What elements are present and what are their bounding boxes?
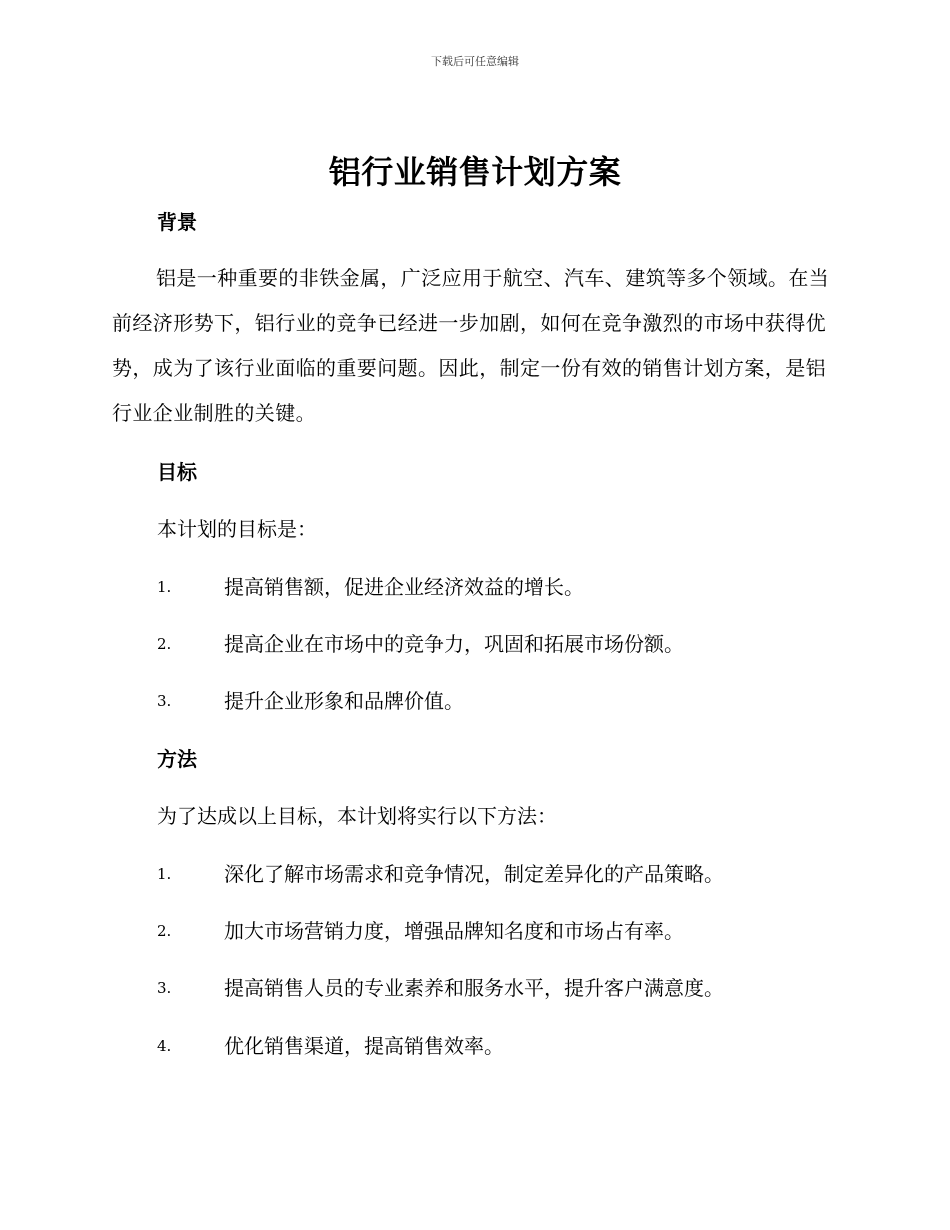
list-item-text: 提高销售人员的专业素养和服务水平，提升客户满意度。: [224, 976, 724, 1000]
list-item-text: 提高企业在市场中的竞争力，巩固和拓展市场份额。: [224, 632, 684, 656]
list-item-text: 优化销售渠道，提高销售效率。: [224, 1034, 504, 1058]
list-item-text: 提高销售额，促进企业经济效益的增长。: [224, 575, 584, 599]
list-item-text: 提升企业形象和品牌价值。: [224, 689, 464, 713]
methods-intro: 为了达成以上目标，本计划将实行以下方法：: [157, 804, 557, 828]
list-item-number: 3.: [157, 692, 172, 710]
page-header-note: 下载后可任意编辑: [431, 55, 519, 68]
goals-list-item: [157, 630, 857, 658]
methods-list-item: [157, 974, 857, 1002]
list-item-number: 2.: [157, 635, 172, 653]
list-item-number: 1.: [157, 578, 172, 596]
list-item-number: 1.: [157, 865, 172, 883]
goals-list-item: [157, 573, 857, 601]
list-item-number: 3.: [157, 979, 172, 997]
goals-list-item: [157, 687, 857, 715]
methods-list-item: [157, 860, 857, 888]
goals-intro: 本计划的目标是：: [157, 517, 317, 541]
list-item-number: 2.: [157, 922, 172, 940]
section-heading-goals: 目标: [157, 460, 197, 484]
methods-list-item: [157, 917, 857, 945]
methods-list-item: [157, 1032, 857, 1060]
list-item-number: 4.: [157, 1037, 172, 1055]
section-heading-methods: 方法: [157, 747, 197, 771]
section-heading-background: 背景: [157, 210, 197, 234]
list-item-text: 深化了解市场需求和竞争情况，制定差异化的产品策略。: [224, 862, 724, 886]
background-paragraph: 铝是一种重要的非铁金属，广泛应用于航空、汽车、建筑等多个领域。在当前经济形势下，铝行业的竞争已经进一步加剧，如何在竞争激烈的市场中获得优势，成为了该行业面临的重要问题。因此，制定一份有效的销售计划方案，是铝行业企业制胜的关键。: [112, 266, 830, 425]
list-item-text: 加大市场营销力度，增强品牌知名度和市场占有率。: [224, 919, 684, 943]
document-title: 铝行业销售计划方案: [328, 153, 622, 191]
